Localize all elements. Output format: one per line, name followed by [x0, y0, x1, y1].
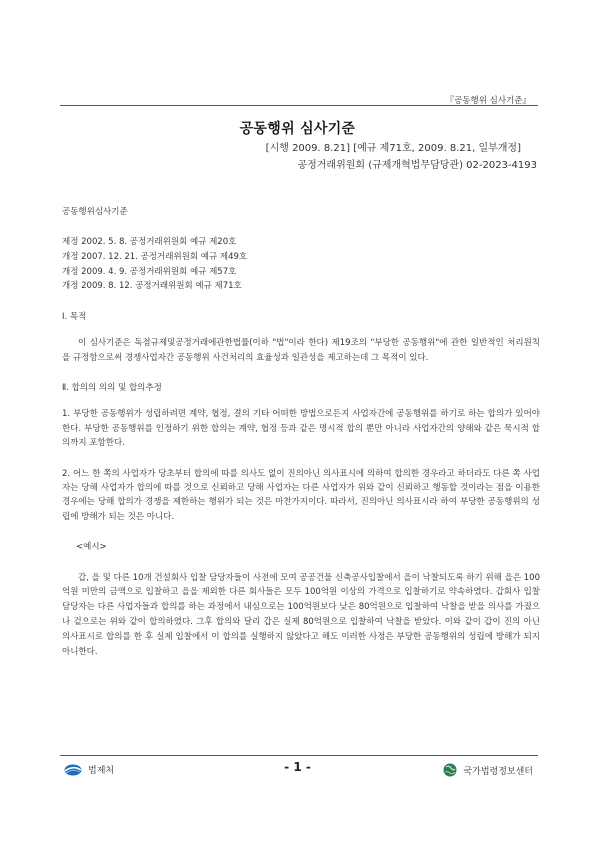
document-organization-contact: 공정거래위원회 (규제개혁법무담당관) 02-2023-4193: [297, 160, 537, 171]
paragraph-2: 2. 어느 한 쪽의 사업자가 당초부터 합의에 따를 의사도 없이 진의아닌 의사표시에 의하여 합의한 경우라고 하더라도 다른 쪽 사업자는 당해 사업자가 합의에 따를 것으로 신뢰하고 당해 사업자는 다른 사업자가 위와 같이 신뢰하고 행동할 것이라는 점을 이용한 경우에는 당해 합의가 경쟁을 제한하는 행위가 되는 것은 마찬가지이다. 따라서, 진의아닌 의사표시라 하여 부당한 공동행위의 성립에 방해가 되는 것은 아니다.: [62, 468, 540, 522]
footer-right: [443, 763, 533, 777]
page-number: - 1 -: [284, 760, 311, 774]
revision-entry: 제정 2002. 5. 8. 공정거래위원회 예규 제20호: [62, 237, 237, 248]
document-body: [62, 205, 540, 659]
revision-history: [62, 235, 540, 293]
footer-right-label: 국가법령정보센터: [463, 766, 533, 777]
footer-divider: [60, 755, 538, 756]
globe-logo-icon: [443, 763, 457, 777]
footer-left-label: 법제처: [88, 766, 115, 776]
example-text: 갑, 을 및 다른 10개 건설회사 입찰 담당자들이 사전에 모여 공공건물 신축공사입찰에서 을이 낙찰되도록 하기 위해 을은 100억원 미만의 금액으로 입찰하고 을을 제외한 다른 회사들은 모두 100억원 이상의 가격으로 입찰하기로 약속하였다. 갑회사 입찰 담당자는 다른 사업자들과 합의를 하는 과정에서 내심으로는 100억원보다 낮은 80억원으로 입찰하여 낙찰을 받을 의사를 가졌으나 겉으로는 위와 같이 합의하였다. 그후 합의와 달리 갑은 실제 80억원으로 입찰하여 낙찰을 받았다. 이와 같이 갑이 진의 아닌 의사표시로 합의를 한 후 실제 입찰에서 이 합의를 실행하지 않았다고 해도 이러한 사정은 부당한 공동행위의 성립에 방해가 되지 아니한다.: [62, 572, 540, 657]
revision-entry: 개정 2009. 8. 12. 공정거래위원회 예규 제71호: [62, 281, 242, 292]
section-purpose-text: 이 심사기준은 독점규제및공정거래에관한법률(이하 "법"이라 한다) 제19조의 "부당한 공동행위"에 관한 일반적인 처리원칙을 규정함으로써 경쟁사업자간 공동행위 사건처리의 효율성과 일관성을 제고하는데 그 목적이 있다.: [62, 338, 540, 363]
document-header-tag: 『공동행위 심사기준』: [445, 96, 531, 106]
document-title: 공동행위 심사기준: [239, 121, 356, 137]
document-name: 공동행위심사기준: [62, 207, 128, 217]
section-heading-agreement: Ⅱ. 합의의 의의 및 합의추정: [62, 383, 162, 393]
revision-entry: 개정 2007. 12. 21. 공정거래위원회 예규 제49호: [62, 252, 248, 262]
section-heading-purpose: Ⅰ. 목적: [62, 311, 87, 322]
header-divider: [60, 105, 538, 106]
document-enforcement-info: [시행 2009. 8.21] [예규 제71호, 2009. 8.21, 일부개정]: [265, 143, 521, 154]
example-label: <예시>: [76, 542, 107, 553]
revision-entry: 개정 2009. 4. 9. 공정거래위원회 예규 제57호: [62, 266, 237, 277]
paragraph-1: 1. 부당한 공동행위가 성립하려면 계약, 협정, 결의 기타 어떠한 방법으로든지 사업자간에 공동행위를 하기로 하는 합의가 있어야 한다. 부당한 공동행위를 인정하기 위한 합의는 계약, 협정 등과 같은 명시적 합의 뿐만 아니라 사업자간의 양해와 같은 묵시적 합의까지 포함한다.: [62, 409, 540, 449]
